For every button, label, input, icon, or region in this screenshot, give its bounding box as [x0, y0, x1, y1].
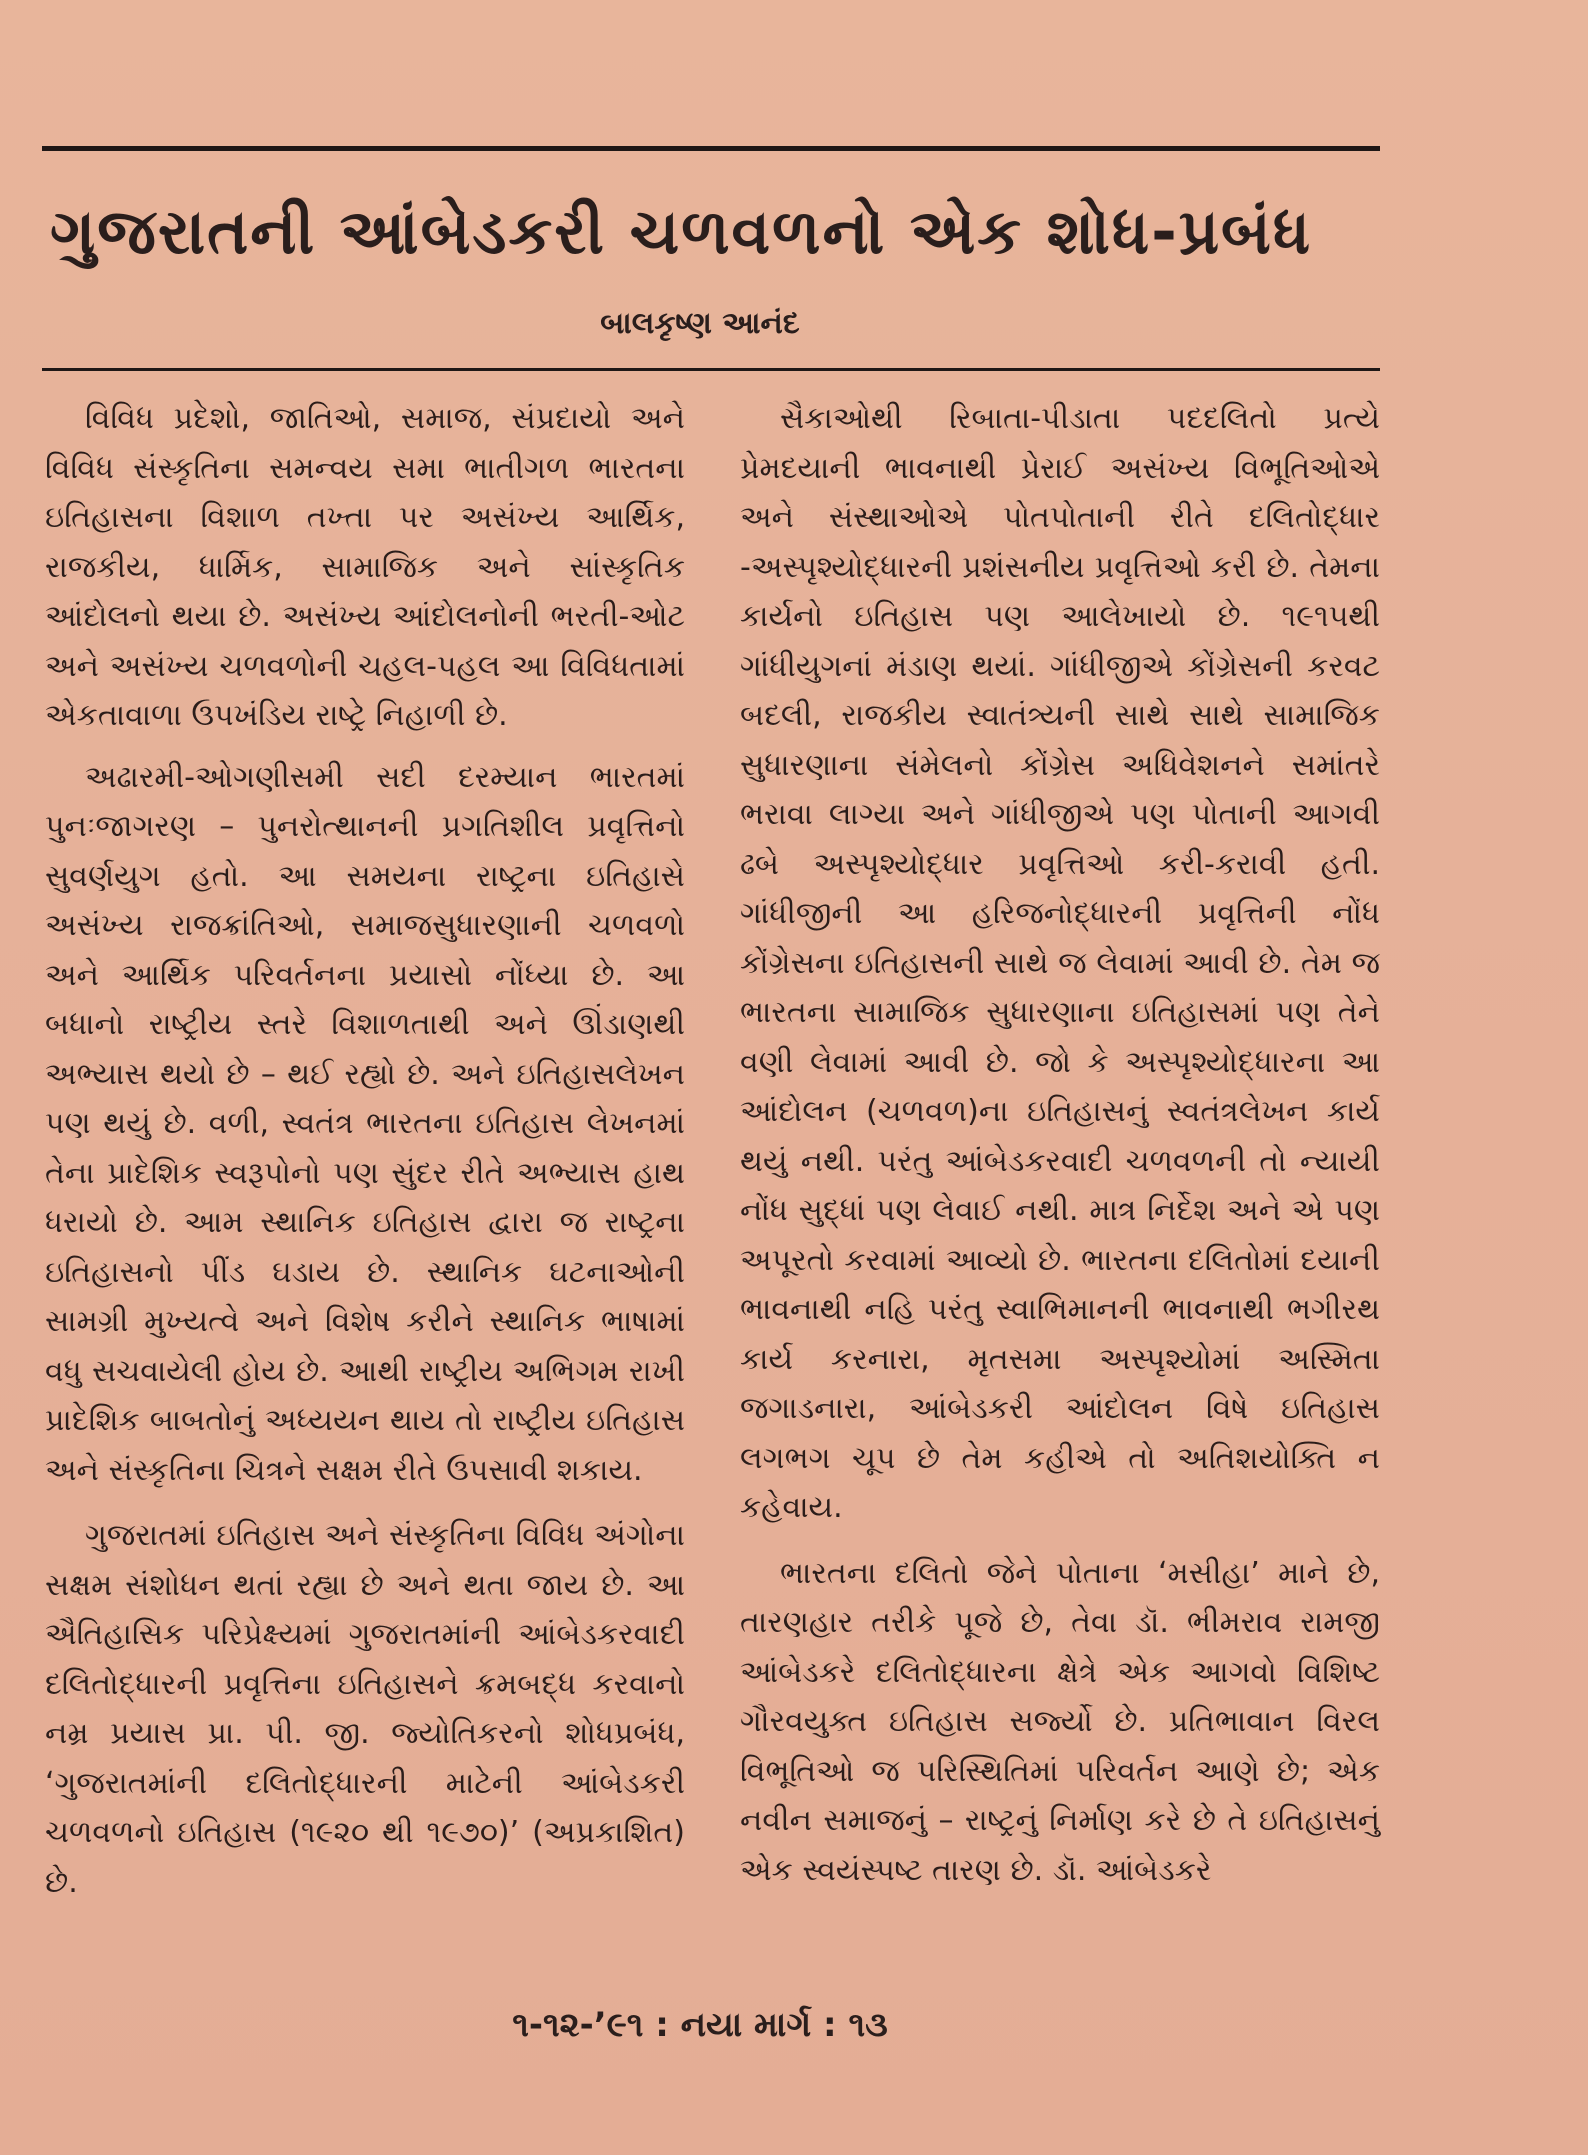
top-rule [42, 146, 1380, 151]
left-column [45, 394, 685, 1919]
article-author: બાલકૃષ્ણ આનંદ [600, 306, 800, 341]
paragraph: ભારતના દલિતો જેને પોતાના ‘મસીહા’ માને છે, તારણહાર તરીકે પૂજે છે, તેવા ડૉ. ભીમરાવ રામજી આંબેડકરે દલિતોદ્ધારના ક્ષેત્રે એક આગવો વિશિષ્ટ ગૌરવયુક્ત ઇતિહાસ સર્જ્યો છે. પ્રતિભાવાન વિરલ વિભૂતિઓ જ પરિસ્થિતિમાં પરિવર્તન આણે છે; એક નવીન સમાજનું – રાષ્ટ્રનું નિર્માણ કરે છે તે ઇતિહાસનું એક સ્વયંસ્પષ્ટ તારણ છે. ડૉ. આંબેડકરે [740, 1555, 1380, 1888]
header-divider [42, 368, 1380, 371]
paragraph: વિવિધ પ્રદેશો, જાતિઓ, સમાજ, સંપ્રદાયો અને વિવિધ સંસ્કૃતિના સમન્વય સમા ભાતીગળ ભારતના ઇતિહાસના વિશાળ તખ્તા પર અસંખ્ય આર્થિક, રાજકીય, ધાર્મિક, સામાજિક અને સાંસ્કૃતિક આંદોલનો થયા છે. અસંખ્ય આંદોલનોની ભરતી-ઓટ અને અસંખ્ય ચળવળોની ચહલ-પહલ આ વિવિધતામાં એકતાવાળા ઉપખંડિય રાષ્ટ્રે નિહાળી છે. [45, 401, 685, 733]
paragraph: અઢારમી-ઓગણીસમી સદી દરમ્યાન ભારતમાં પુનઃજાગરણ – પુનરોત્થાનની પ્રગતિશીલ પ્રવૃત્તિનો સુવર્ણયુગ હતો. આ સમયના રાષ્ટ્રના ઇતિહાસે અસંખ્ય રાજક્રાંતિઓ, સમાજસુધારણાની ચળવળો અને આર્થિક પરિવર્તનના પ્રયાસો નોંધ્યા છે. આ બધાનો રાષ્ટ્રીય સ્તરે વિશાળતાથી અને ઊંડાણથી અભ્યાસ થયો છે – થઈ રહ્યો છે. અને ઇતિહાસલેખન પણ થયું છે. વળી, સ્વતંત્ર ભારતના ઇતિહાસ લેખનમાં તેના પ્રાદેશિક સ્વરૂપોનો પણ સુંદર રીતે અભ્યાસ હાથ ધરાયો છે. આમ સ્થાનિક ઇતિહાસ દ્વારા જ રાષ્ટ્રના ઇતિહાસનો પીંડ ઘડાય છે. સ્થાનિક ઘટનાઓની સામગ્રી મુખ્યત્વે અને વિશેષ કરીને સ્થાનિક ભાષામાં વધુ સચવાયેલી હોય છે. આથી રાષ્ટ્રીય અભિગમ રાખી પ્રાદેશિક બાબતોનું અધ્યયન થાય તો રાષ્ટ્રીય ઇતિહાસ અને સંસ્કૃતિના ચિત્રને સક્ષમ રીતે ઉપસાવી શકાય. [45, 759, 685, 1488]
paragraph: સૈકાઓથી રિબાતા-પીડાતા પદદલિતો પ્રત્યે પ્રેમદયાની ભાવનાથી પ્રેરાઈ અસંખ્ય વિભૂતિઓએ અને સંસ્થાઓએ પોતપોતાની રીતે દલિતોદ્ધાર -અસ્પૃશ્યોદ્ધારની પ્રશંસનીય પ્રવૃત્તિઓ કરી છે. તેમના કાર્યનો ઇતિહાસ પણ આલેખાયો છે. ૧૯૧૫થી ગાંધીયુગનાં મંડાણ થયાં. ગાંધીજીએ કોંગ્રેસની કરવટ બદલી, રાજકીય સ્વાતંત્ર્યની સાથે સાથે સામાજિક સુધારણાના સંમેલનો કોંગ્રેસ અધિવેશનને સમાંતરે ભરાવા લાગ્યા અને ગાંધીજીએ પણ પોતાની આગવી ઢબે અસ્પૃશ્યોદ્ધાર પ્રવૃત્તિઓ કરી-કરાવી હતી. ગાંધીજીની આ હરિજનોદ્ધારની પ્રવૃત્તિની નોંધ કોંગ્રેસના ઇતિહાસની સાથે જ લેવામાં આવી છે. તેમ જ ભારતના સામાજિક સુધારણાના ઇતિહાસમાં પણ તેને વણી લેવામાં આવી છે. જો કે અસ્પૃશ્યોદ્ધારના આ આંદોલન (ચળવળ)ના ઇતિહાસનું સ્વતંત્રલેખન કાર્ય થયું નથી. પરંતુ આંબેડકરવાદી ચળવળની તો ન્યાયી નોંધ સુદ્ધાં પણ લેવાઈ નથી. માત્ર નિર્દેશ અને એ પણ અપૂરતો કરવામાં આવ્યો છે. ભારતના દલિતોમાં દયાની ભાવનાથી નહિ પરંતુ સ્વાભિમાનની ભાવનાથી ભગીરથ કાર્ય કરનારા, મૃતસમા અસ્પૃશ્યોમાં અસ્મિતા જગાડનારા, આંબેડકરી આંદોલન વિષે ઇતિહાસ લગભગ ચૂપ છે તેમ કહીએ તો અતિશયોક્તિ ન કહેવાય. [740, 401, 1380, 1525]
paragraph: ગુજરાતમાં ઇતિહાસ અને સંસ્કૃતિના વિવિધ અંગોના સક્ષમ સંશોધન થતાં રહ્યા છે અને થતા જાય છે. આ ઐતિહાસિક પરિપ્રેક્ષ્યમાં ગુજરાતમાંની આંબેડકરવાદી દલિતોદ્ધારની પ્રવૃત્તિના ઇતિહાસને ક્રમબદ્ધ કરવાનો નમ્ર પ્રયાસ પ્રા. પી. જી. જ્યોતિકરનો શોધપ્રબંધ, ‘ગુજરાતમાંની દલિતોદ્ધારની માટેની આંબેડકરી ચળવળનો ઇતિહાસ (૧૯૨૦ થી ૧૯૭૦)’ (અપ્રકાશિત) છે. [45, 1518, 685, 1900]
right-column [740, 394, 1380, 1907]
page-footer: ૧-૧૨-’૯૧ : નયા માર્ગ : ૧૩ [512, 2005, 888, 2045]
article-title: ગુજરાતની આંબેડકરી ચળવળનો એક શોધ-પ્રબંધ [50, 195, 1313, 268]
